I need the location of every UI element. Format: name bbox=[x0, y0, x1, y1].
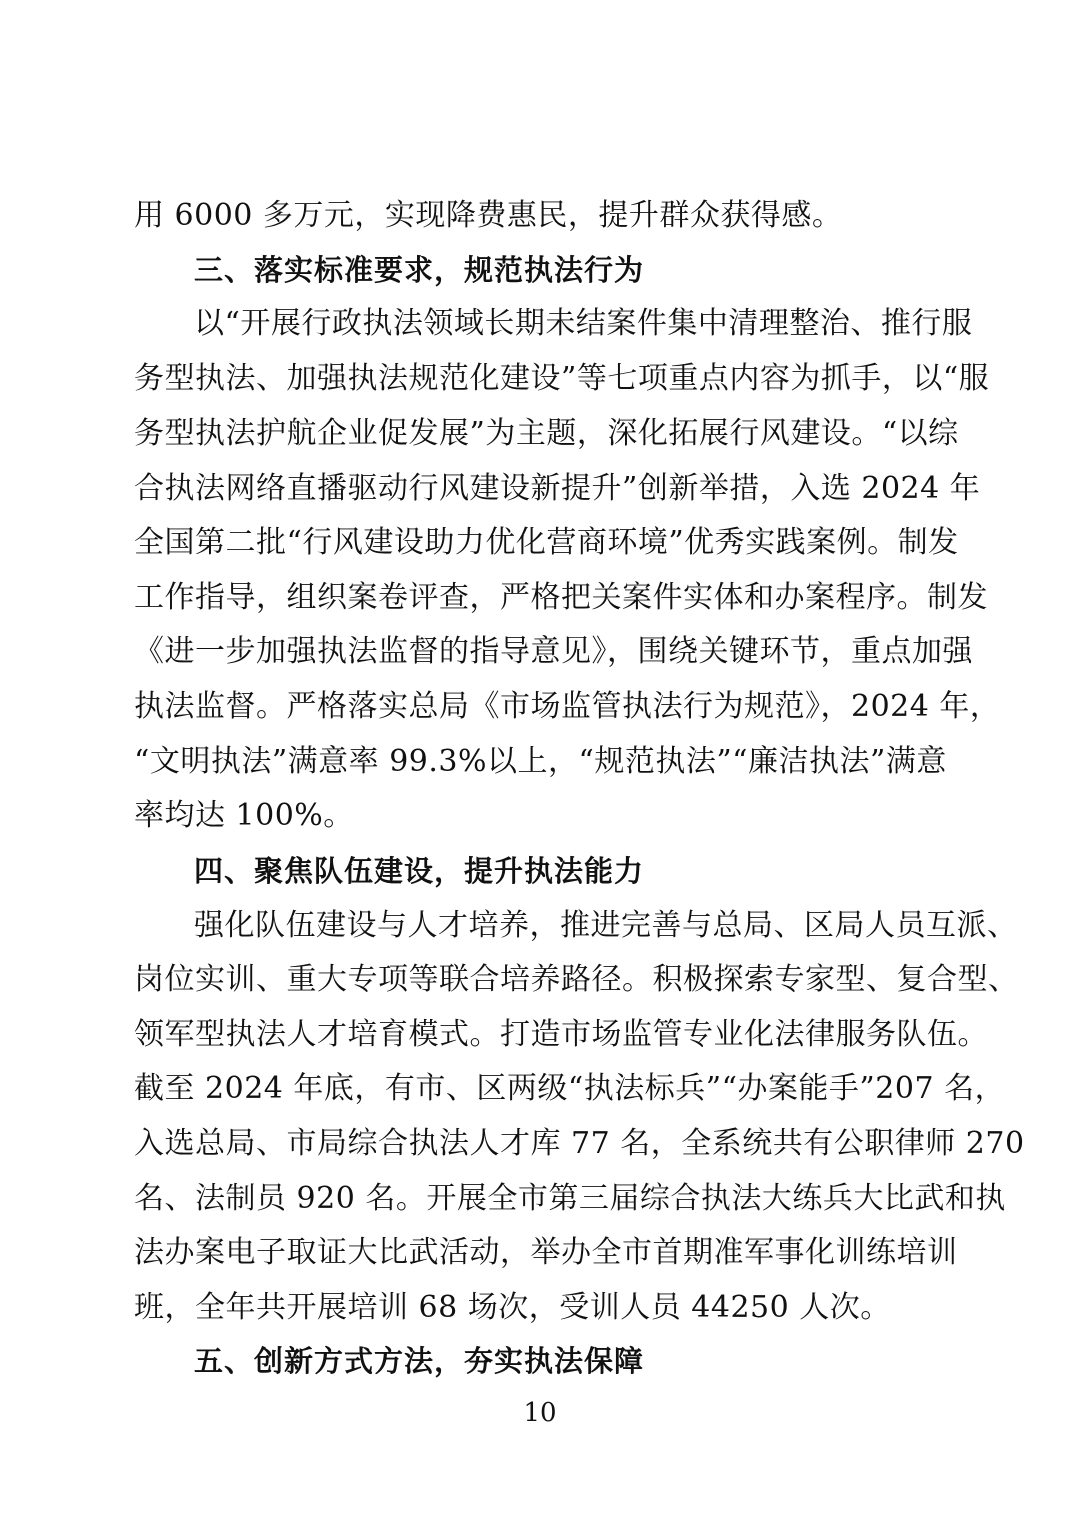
page-number: 10 bbox=[523, 1398, 557, 1428]
paragraph-line: 务型执法、加强执法规范化建设”等七项重点内容为抓手，以“服 bbox=[134, 361, 990, 396]
section-heading-3: 三、落实标准要求，规范执法行为 bbox=[194, 253, 645, 287]
paragraph-line: 截至 2024 年底，有市、区两级“执法标兵”“办案能手”207 名， bbox=[134, 1071, 1006, 1106]
paragraph-line: 执法监督。严格落实总局《市场监管执法行为规范》，2024 年， bbox=[134, 689, 1001, 724]
paragraph-line: 法办案电子取证大比武活动，举办全市首期准军事化训练培训 bbox=[134, 1235, 958, 1270]
paragraph-line: 合执法网络直播驱动行风建设新提升”创新举措，入选 2024 年 bbox=[134, 471, 981, 506]
paragraph-line: 名、法制员 920 名。开展全市第三届综合执法大练兵大比武和执 bbox=[134, 1181, 1006, 1216]
paragraph-line: 强化队伍建设与人才培养，推进完善与总局、区局人员互派、 bbox=[194, 908, 1018, 943]
paragraph-line: 全国第二批“行风建设助力优化营商环境”优秀实践案例。制发 bbox=[134, 525, 959, 560]
section-heading-5: 五、创新方式方法，夯实执法保障 bbox=[194, 1344, 645, 1378]
paragraph-line: “文明执法”满意率 99.3%以上，“规范执法”“廉洁执法”满意 bbox=[134, 744, 947, 779]
paragraph-line: 务型执法护航企业促发展”为主题，深化拓展行风建设。“以综 bbox=[134, 416, 959, 451]
paragraph-line: 岗位实训、重大专项等联合培养路径。积极探索专家型、复合型、 bbox=[134, 962, 1019, 997]
paragraph-line: 入选总局、市局综合执法人才库 77 名，全系统共有公职律师 270 bbox=[134, 1126, 1025, 1161]
paragraph-line: 领军型执法人才培育模式。打造市场监管专业化法律服务队伍。 bbox=[134, 1017, 988, 1052]
paragraph-line: 用 6000 多万元，实现降费惠民，提升群众获得感。 bbox=[134, 198, 843, 233]
paragraph-line: 工作指导，组织案卷评查，严格把关案件实体和办案程序。制发 bbox=[134, 580, 988, 615]
paragraph-line: 班，全年共开展培训 68 场次，受训人员 44250 人次。 bbox=[134, 1290, 891, 1325]
paragraph-line: 《进一步加强执法监督的指导意见》，围绕关键环节，重点加强 bbox=[134, 634, 973, 669]
paragraph-line: 以“开展行政执法领域长期未结案件集中清理整治、推行服 bbox=[194, 306, 973, 341]
section-heading-4: 四、聚焦队伍建设，提升执法能力 bbox=[194, 854, 645, 888]
paragraph-line: 率均达 100%。 bbox=[134, 798, 354, 833]
